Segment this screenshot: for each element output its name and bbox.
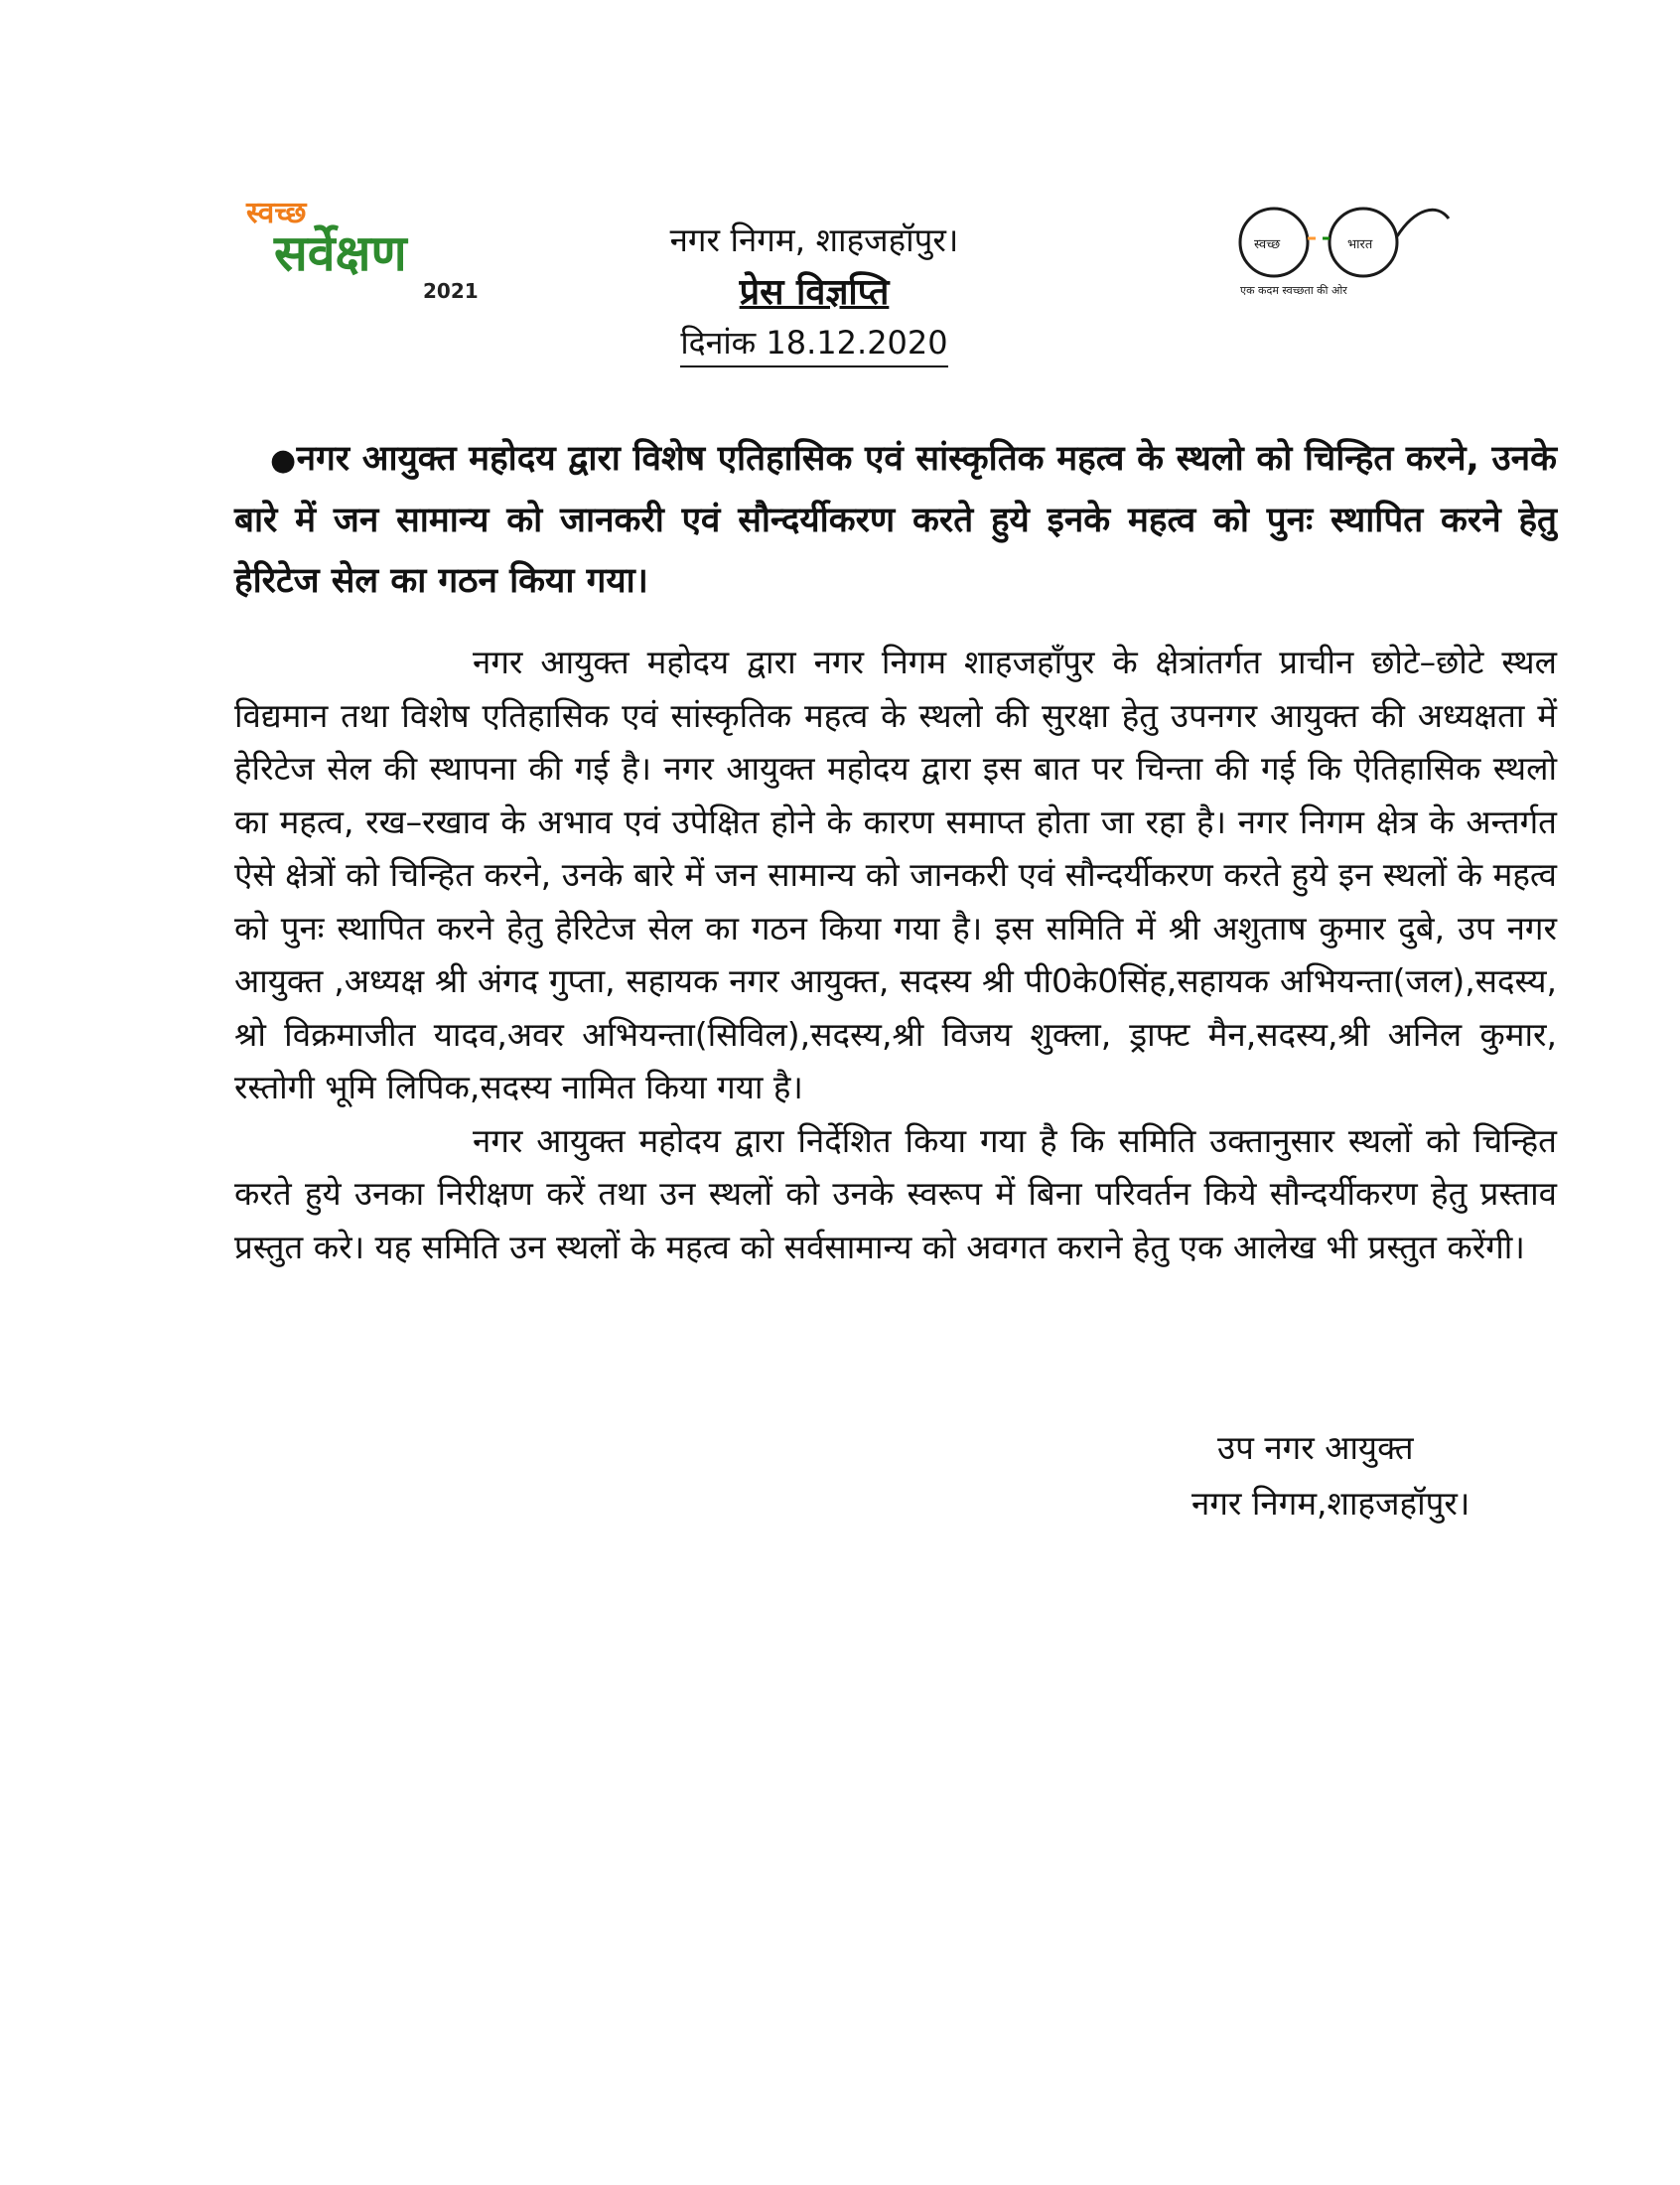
logo-year-text: 2021 xyxy=(423,279,479,303)
org-name: नगर निगम, शाहजहॉपुर। xyxy=(669,220,959,259)
signature-block xyxy=(1191,1420,1589,1531)
logo-lens-right-text: भारत xyxy=(1347,237,1373,252)
logo-tagline-text: एक कदम स्वच्छता की ओर xyxy=(1240,284,1347,297)
headline-text: नगर आयुक्त महोदय द्वारा विशेष एतिहासिक एवं सांस्कृतिक महत्व के स्थलो को चिन्हित करने, उनके बारे में जन सामान्य को जानकरी एवं सौन्दर्यीकरण करते हुये इनके महत्व को पुनः स्थापित करने हेतु हेरिटेज सेल का गठन किया गया। xyxy=(234,439,1557,601)
body-text xyxy=(234,636,1557,1273)
signatory-office: नगर निगम,शाहजहॉपुर। xyxy=(1191,1484,1470,1523)
logo-survekshan-text: सर्वेक्षण xyxy=(274,224,407,282)
headline xyxy=(234,429,1557,612)
logo-lens-left-text: स्वच्छ xyxy=(1254,237,1281,252)
document-header xyxy=(556,217,1072,367)
body-paragraph-2: नगर आयुक्त महोदय द्वारा निर्देशित किया गया है कि समिति उक्तानुसार स्थलों को चिन्हित करते हुये उनका निरीक्षण करें तथा उन स्थलों को उनके स्वरूप में बिना परिवर्तन किये सौन्दर्यीकरण हेतु प्रस्ताव प्रस्तुत करे। यह समिति उन स्थलों के महत्व को सर्वसामान्य को अवगत कराने हेतु एक आलेख भी प्रस्तुत करेंगी। xyxy=(234,1120,1557,1266)
signatory-designation: उप नगर आयुक्त xyxy=(1217,1428,1414,1467)
swachh-survekshan-logo xyxy=(238,189,496,308)
press-release-title: प्रेस विज्ञप्ति xyxy=(739,272,890,313)
body-paragraph-1: नगर आयुक्त महोदय द्वारा नगर निगम शाहजहाँपुर के क्षेत्रांतर्गत प्राचीन छोटे–छोटे स्थल विद्यमान तथा विशेष एतिहासिक एवं सांस्कृतिक महत्व के स्थलो की सुरक्षा हेतु उपनगर आयुक्त की अध्यक्षता में हेरिटेज सेल की स्थापना की गई है। नगर आयुक्त महोदय द्वारा इस बात पर चिन्ता की गई कि ऐतिहासिक स्थलो का महत्व, रख–रखाव के अभाव एवं उपेक्षित होने के कारण समाप्त होता जा रहा है। नगर निगम क्षेत्र के अन्तर्गत ऐसे क्षेत्रों को चिन्हित करने, उनके बारे में जन सामान्य को जानकरी एवं सौन्दर्यीकरण करते हुये इन स्थलों के महत्व को पुनः स्थापित करने हेतु हेरिटेज सेल का गठन किया गया है। इस समिति में श्री अशुताष कुमार दुबे, उप नगर आयुक्त ,अध्यक्ष श्री अंगद गुप्ता, सहायक नगर आयुक्त, सदस्य श्री पी0के0सिंह,सहायक अभियन्ता(जल),सदस्य, श्रो विक्रमाजीत यादव,अवर अभियन्ता(सिविल),सदस्य,श्री विजय शुक्ला, ड्राफ्ट मैन,सदस्य,श्री अनिल कुमार, रस्तोगी भूमि लिपिक,सदस्य नामित किया गया है। xyxy=(234,643,1557,1106)
logo-swachh-text: स्वच्छ xyxy=(246,196,307,230)
release-date: दिनांक 18.12.2020 xyxy=(680,320,947,367)
swachh-bharat-logo xyxy=(1216,199,1455,298)
bullet-icon: ● xyxy=(270,443,297,478)
